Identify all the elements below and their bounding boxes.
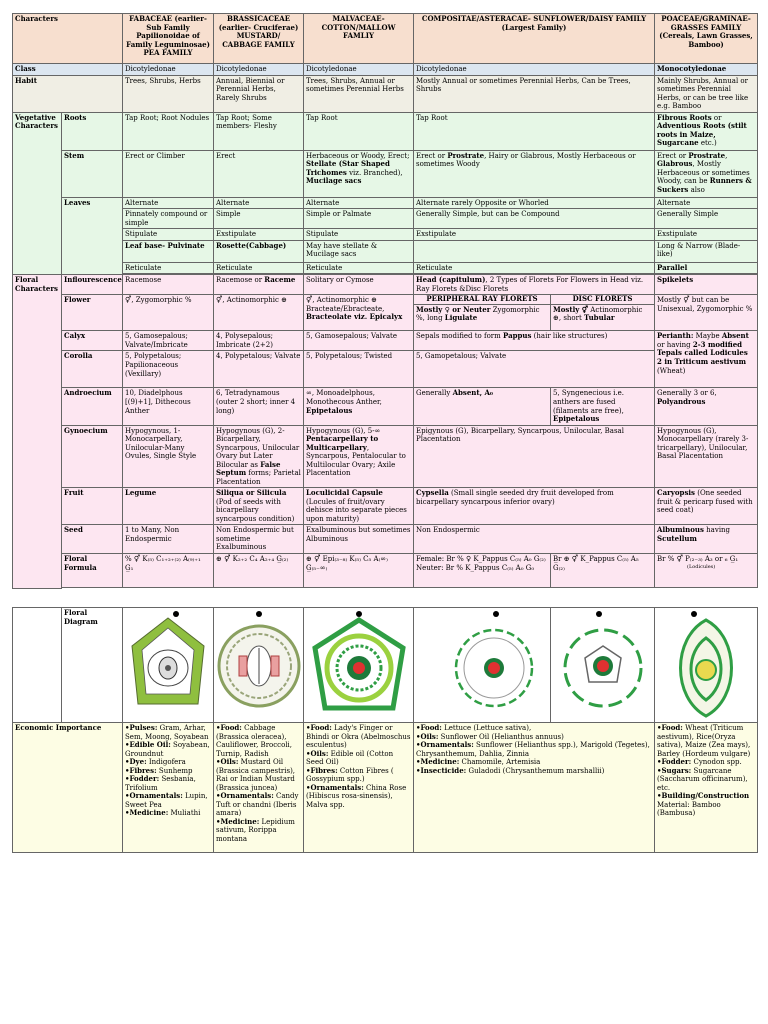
leaves-r2-com: Generally Simple, but can be Compound: [414, 209, 655, 229]
leaves-r4-bra: Rosette(Cabbage): [214, 240, 304, 262]
leaves-r3-com: Exstipulate: [414, 229, 655, 241]
stem-mal: Herbaceous or Woody, Erect; Stellate (Star Shaped Trichomes viz. Branched), Mucilage sacs: [304, 150, 414, 197]
corolla-bra: 4, Polypetalous; Valvate: [214, 351, 304, 388]
compositae-disc-diagram: [551, 608, 655, 723]
fabaceae-floral-diagram: [124, 608, 212, 720]
flower-fab: ⚥, Zygomorphic %: [123, 295, 214, 331]
compositae-header: COMPOSITAE/ASTERACAE- SUNFLOWER/DAISY FAMILY (Largest Family): [414, 14, 655, 64]
flower-com-disc: DISC FLORETS Mostly ⚥ Actinomorphic ⊕, short Tubular: [551, 295, 655, 331]
androecium-bra: 6, Tetradynamous (outer 2 short; inner 4 long): [214, 388, 304, 425]
roots-label: Roots: [62, 112, 123, 150]
roots-poa: Fibrous Roots or Adventious Roots (stilt roots in Maize, Sugarcane etc.): [655, 112, 758, 150]
economic-fab: [123, 723, 214, 853]
gynoecium-mal: Hypogynous (G), 5-∞ Pentacarpellary to Multicarpellary, Syncarpous, Pentalocular to Multilocular Ovary; Axile Placentation: [304, 425, 414, 488]
flower-label: Flower: [62, 295, 123, 331]
economic-label: Economic Importance: [13, 723, 123, 853]
floral-spacer-row: [13, 588, 758, 589]
poaceae-diagram: [655, 608, 758, 723]
formula-com-disc: Br ⊕ ⚥ K_Pappus C₍₅₎ A₅ G̅₍₂₎: [551, 554, 655, 588]
fabaceae-header: FABACEAE (earlier- Sub Family Papilionoidae of Family Leguminosae) PEA FAMILY: [123, 14, 214, 64]
poaceae-header: POACEAE/GRAMINAE- GRASSES FAMILY (Cereals, Lawn Grasses, Bamboo): [655, 14, 758, 64]
leaves-r2-mal: Simple or Palmate: [304, 209, 414, 229]
leaves-r5-mal: Reticulate: [304, 262, 414, 274]
stem-fab: Erect or Climber: [123, 150, 214, 197]
economic-item: •Ornamentals: China Rose (Hibiscus rosa-sinensis), Malva spp.: [306, 782, 407, 809]
economic-item: •Food: Lettuce (Lettuce sativa),: [416, 723, 532, 732]
malvaceae-diagram: [304, 608, 414, 723]
leaves-r2-fab: Pinnately compound or simple: [123, 209, 214, 229]
androecium-poa: Generally 3 or 6, Polyandrous: [655, 388, 758, 425]
gynoecium-poa: Hypogynous (G), Monocarpellary (rarely 3- tricarpellary), Unilocular, Basal Placentation: [655, 425, 758, 488]
leaves-row-3: [13, 229, 758, 241]
leaves-r4-poa: Long & Narrow (Blade-like): [655, 240, 758, 262]
leaves-r2-bra: Simple: [214, 209, 304, 229]
economic-row: [13, 723, 758, 853]
floral-diagram-label: Floral Diagram: [62, 608, 123, 723]
habit-fab: Trees, Shrubs, Herbs: [123, 75, 214, 112]
roots-mal: Tap Root: [304, 112, 414, 150]
economic-item: •Building/Construction Material: Bamboo (Bambusa): [657, 791, 750, 818]
formula-bra: ⊕ ⚥ K₂₊₂ C₄ A₂₊₄ G̲₍₂₎: [214, 554, 304, 588]
brassicaceae-diagram: [214, 608, 304, 723]
calyx-bra: 4, Polysepalous; Imbricate (2+2): [214, 331, 304, 351]
fruit-label: Fruit: [62, 488, 123, 525]
leaves-row-1: [13, 197, 758, 209]
calyx-mal: 5, Gamosepalous; Valvate: [304, 331, 414, 351]
seed-com: Non Endospermic: [414, 525, 655, 554]
seed-label: Seed: [62, 525, 123, 554]
roots-fab: Tap Root; Root Nodules: [123, 112, 214, 150]
economic-item: •Sugars: Sugarcane (Saccharum officinarum), etc.: [657, 765, 748, 792]
floral-diagram-row: [13, 608, 758, 723]
fruit-poa: Caryopsis (One seeded fruit & pericarp fused with seed coat): [655, 488, 758, 525]
economic-item: •Ornamentals: Lupin, Sweet Pea: [125, 791, 208, 809]
economic-item: •Ornamentals: Sunflower (Helianthus spp.), Marigold (Tegetes), Chrysanthemum, Dahlia, Zinnia: [416, 740, 650, 758]
leaves-r1-com: Alternate rarely Opposite or Whorled: [414, 197, 655, 209]
compositae-ray-diagram: [414, 608, 551, 723]
floral-label: Floral Characters: [13, 275, 62, 588]
habit-label: Habit: [13, 75, 123, 112]
androecium-fab: 10, Diadelphous [(9)+1], Dithecous Anther: [123, 388, 214, 425]
malvaceae-header: MALVACEAE- COTTON/MALLOW FAMLIY: [304, 14, 414, 64]
formula-com-ray: Female: Br % ♀ K_Pappus C₍₅₎ A₀ G̅₍₂₎ Neuter: Br % K_Pappus C₍₅₎ A₀ G₀: [414, 554, 551, 588]
leaves-r5-poa: Parallel: [655, 262, 758, 274]
corolla-com: 5, Gamopetalous; Valvate: [414, 351, 655, 388]
androecium-label: Androecium: [62, 388, 123, 425]
flower-com-ray: PERIPHERAL RAY FLORETS Mostly ♀ or Neuter Zygomorphic %, long Ligulate: [414, 295, 551, 331]
habit-row: [13, 75, 758, 112]
stem-row: [13, 150, 758, 197]
brassicaceae-floral-diagram: [215, 608, 303, 720]
flower-bra: ⚥, Actinomorphic ⊕: [214, 295, 304, 331]
roots-row: [13, 112, 758, 150]
inflorescence-bra: Racemose or Raceme: [214, 275, 304, 295]
androecium-row: [13, 388, 758, 425]
economic-item: •Fibres: Sunhemp: [125, 765, 193, 775]
stem-poa: Erect or Prostrate, Glabrous, Mostly Herbaceous or sometimes Woody, can be Runners & Suckers also: [655, 150, 758, 197]
fruit-fab: Legume: [123, 488, 214, 525]
economic-item: •Fodder: Sesbania, Trifolium: [125, 774, 196, 792]
fruit-bra: Siliqua or Silicula (Pod of seeds with bicarpellary syncarpous condition): [214, 488, 304, 525]
inflorescence-mal: Solitary or Cymose: [304, 275, 414, 295]
economic-item: •Medicine: Lepidium sativum, Rorippa montana: [216, 816, 295, 843]
corolla-fab: 5, Polypetalous; Papilionaceous (Vexillary): [123, 351, 214, 388]
calyx-row: [13, 331, 758, 351]
androecium-com-disc: 5, Syngenecious i.e. anthers are fused (filaments are free), Epipetalous: [551, 388, 655, 425]
class-com: Dicotyledonae: [414, 64, 655, 76]
leaves-r4-fab: Leaf base- Pulvinate: [123, 240, 214, 262]
gynoecium-label: Gynoecium: [62, 425, 123, 488]
economic-item: •Oils: Sunflower Oil (Helianthus annuus): [416, 731, 564, 741]
class-fab: Dicotyledonae: [123, 64, 214, 76]
androecium-com-ray: Generally Absent, A₀: [414, 388, 551, 425]
leaves-row-2: [13, 209, 758, 229]
characters-header: Characters: [13, 14, 123, 64]
leaves-r5-bra: Reticulate: [214, 262, 304, 274]
formula-mal: ⊕ ⚥ Epi₍₃₋₈₎ K₍₅₎ C₅ A₍∞₎ G̲₍₅₋∞₎: [304, 554, 414, 588]
economic-item: •Insecticide: Guladodi (Chrysanthemum marshallii): [416, 765, 605, 775]
fruit-com: Cypsella (Small single seeded dry fruit developed from bicarpellary syncarpous inferior ovary): [414, 488, 655, 525]
economic-item: •Food: Cabbage (Brassica oleracea), Cauliflower, Broccoli, Turnip, Radish: [216, 723, 293, 758]
class-mal: Dicotyledonae: [304, 64, 414, 76]
leaves-r3-fab: Stipulate: [123, 229, 214, 241]
corolla-label: Corolla: [62, 351, 123, 388]
compositae-disc-floral-diagram: [551, 608, 655, 720]
malvaceae-floral-diagram: [305, 608, 413, 720]
calyx-poa: Perianth: Maybe Absent or having 2-3 modified Tepals called Lodicules 2 in Triticum aestivum (Wheat): [655, 331, 758, 388]
inflorescence-row: [13, 275, 758, 295]
roots-com: Tap Root: [414, 112, 655, 150]
flower-row: [13, 295, 758, 331]
fruit-mal: Loculicidal Capsule (Locules of fruit/ovary dehisce into separate pieces upon maturity): [304, 488, 414, 525]
seed-row: [13, 525, 758, 554]
leaves-r3-poa: Exstipulate: [655, 229, 758, 241]
seed-fab: 1 to Many, Non Endospermic: [123, 525, 214, 554]
class-row: [13, 64, 758, 76]
flower-poa: Mostly ⚥ but can be Unisexual, Zygomorphic %: [655, 295, 758, 331]
leaves-r1-fab: Alternate: [123, 197, 214, 209]
brassicaceae-header: BRASSICACEAE (earlier- Cruciferae) MUSTARD/ CABBAGE FAMILY: [214, 14, 304, 64]
leaves-r5-com: Reticulate: [414, 262, 655, 274]
poaceae-floral-diagram: [656, 608, 756, 720]
economic-item: •Edible Oil: Soyabean, Groundnut: [125, 740, 210, 758]
class-label: Class: [13, 64, 123, 76]
gynoecium-fab: Hypogynous, 1-Monocarpellary, Unilocular-Many Ovules, Single Style: [123, 425, 214, 488]
androecium-mal: ∞, Monoadelphous, Monothecous Anther, Epipetalous: [304, 388, 414, 425]
economic-item: •Ornamentals: Candy Tuft or chandni (Iberis amara): [216, 791, 299, 818]
fabaceae-diagram: [123, 608, 214, 723]
family-comparison-table: [12, 13, 758, 589]
leaves-row-5: [13, 262, 758, 274]
compositae-ray-floral-diagram: [428, 608, 536, 720]
economic-com: [414, 723, 655, 853]
economic-item: •Pulses: Gram, Arhar, Sem, Moong, Soyabean: [125, 723, 209, 741]
corolla-mal: 5, Polypetalous; Twisted: [304, 351, 414, 388]
leaves-r4-mal: May have stellate & Mucilage sacs: [304, 240, 414, 262]
economic-bra: [214, 723, 304, 853]
leaves-r2-poa: Generally Simple: [655, 209, 758, 229]
leaves-r5-fab: Reticulate: [123, 262, 214, 274]
fruit-row: [13, 488, 758, 525]
floral-diagram-blank: [13, 608, 62, 723]
economic-item: •Oils: Mustard Oil (Brassica campestris), Rai or Indian Mustard (Brassica juncea): [216, 757, 296, 792]
stem-com: Erect or Prostrate, Hairy or Glabrous, Mostly Herbaceous or sometimes Woody: [414, 150, 655, 197]
flower-mal: ⚥, Actinomorphic ⊕ Bracteate/Ebracteate, Bracteolate viz. Epicalyx: [304, 295, 414, 331]
diagram-economic-table: [12, 607, 758, 853]
seed-poa: Albuminous having Scutellum: [655, 525, 758, 554]
stem-bra: Erect: [214, 150, 304, 197]
floral-spacer-cell: [62, 588, 758, 589]
leaves-r1-poa: Alternate: [655, 197, 758, 209]
economic-item: •Medicine: Chamomile, Artemisia: [416, 757, 541, 767]
gynoecium-row: [13, 425, 758, 488]
economic-item: •Food: Wheat (Triticum aestivum), Rice(Oryza sativa), Maize (Zea mays), Barley (Hordeum vulgare): [657, 723, 751, 758]
economic-poa: [655, 723, 758, 853]
leaves-r3-bra: Exstipulate: [214, 229, 304, 241]
gynoecium-com: Epigynous (G̅), Bicarpellary, Syncarpous, Unilocular, Basal Placentation: [414, 425, 655, 488]
calyx-label: Calyx: [62, 331, 123, 351]
economic-item: •Fodder: Cynodon spp.: [657, 757, 742, 767]
habit-mal: Trees, Shrubs, Annual or sometimes Perennial Herbs: [304, 75, 414, 112]
habit-poa: Mainly Shrubs, Annual or sometimes Perennial Herbs, or can be tree like e.g. Bamboo: [655, 75, 758, 112]
habit-bra: Annual, Biennial or Perennial Herbs, Rarely Shrubs: [214, 75, 304, 112]
formula-label: Floral Formula: [62, 554, 123, 588]
vegetative-label: Vegetative Characters: [13, 112, 62, 275]
inflorescence-com: Head (capitulum), 2 Types of Florets For Flowers in Head viz. Ray Florets &Disc Florets: [414, 275, 655, 295]
stem-label: Stem: [62, 150, 123, 197]
class-poa: Monocotyledonae: [655, 64, 758, 76]
roots-bra: Tap Root; Some members- Fleshy: [214, 112, 304, 150]
economic-item: •Oils: Edible oil (Cotton Seed Oil): [306, 748, 394, 767]
economic-item: •Fibres: Cotton Fibres ( Gossypium spp.): [306, 765, 394, 784]
gynoecium-bra: Hypogynous (G), 2-Bicarpellary, Syncarpous, Unilocular Ovary but Later Bilocular as False Septum forms; Parietal Placentation: [214, 425, 304, 488]
leaves-row-4: [13, 240, 758, 262]
formula-poa: Br % ⚥ P₍₂₋₃₎ A₃ or ₆ G̲₁ (Lodicules): [655, 554, 758, 588]
seed-mal: Exalbuminous but sometimes Albuminous: [304, 525, 414, 554]
inflorescence-poa: Spikelets: [655, 275, 758, 295]
class-bra: Dicotyledonae: [214, 64, 304, 76]
inflorescence-fab: Racemose: [123, 275, 214, 295]
inflorescence-label: Inflourescence: [62, 275, 123, 295]
formula-fab: % ⚥ K₍₅₎ C₁₊₂₊₍₂₎ A₍₉₎₊₁ G̲₁: [123, 554, 214, 588]
economic-mal: [304, 723, 414, 853]
leaves-r3-mal: Stipulate: [304, 229, 414, 241]
leaves-r1-mal: Alternate: [304, 197, 414, 209]
leaves-label: Leaves: [62, 197, 123, 275]
leaves-r1-bra: Alternate: [214, 197, 304, 209]
corolla-row: [13, 351, 758, 388]
calyx-com: Sepals modified to form Pappus (hair like structures): [414, 331, 655, 351]
header-row: [13, 14, 758, 64]
habit-com: Mostly Annual or sometimes Perennial Herbs, Can be Trees, Shrubs: [414, 75, 655, 112]
economic-item: •Dye: Indigofera: [125, 757, 186, 767]
calyx-fab: 5, Gamosepalous; Valvate/Imbricate: [123, 331, 214, 351]
leaves-r4-com: [414, 240, 655, 262]
seed-bra: Non Endospermic but sometime Exalbuminous: [214, 525, 304, 554]
economic-item: •Food: Lady's Finger or Bhindi or Okra (Abelmoschus esculentus): [306, 723, 411, 750]
economic-item: •Medicine: Muliathi: [125, 808, 201, 818]
formula-row: [13, 554, 758, 588]
